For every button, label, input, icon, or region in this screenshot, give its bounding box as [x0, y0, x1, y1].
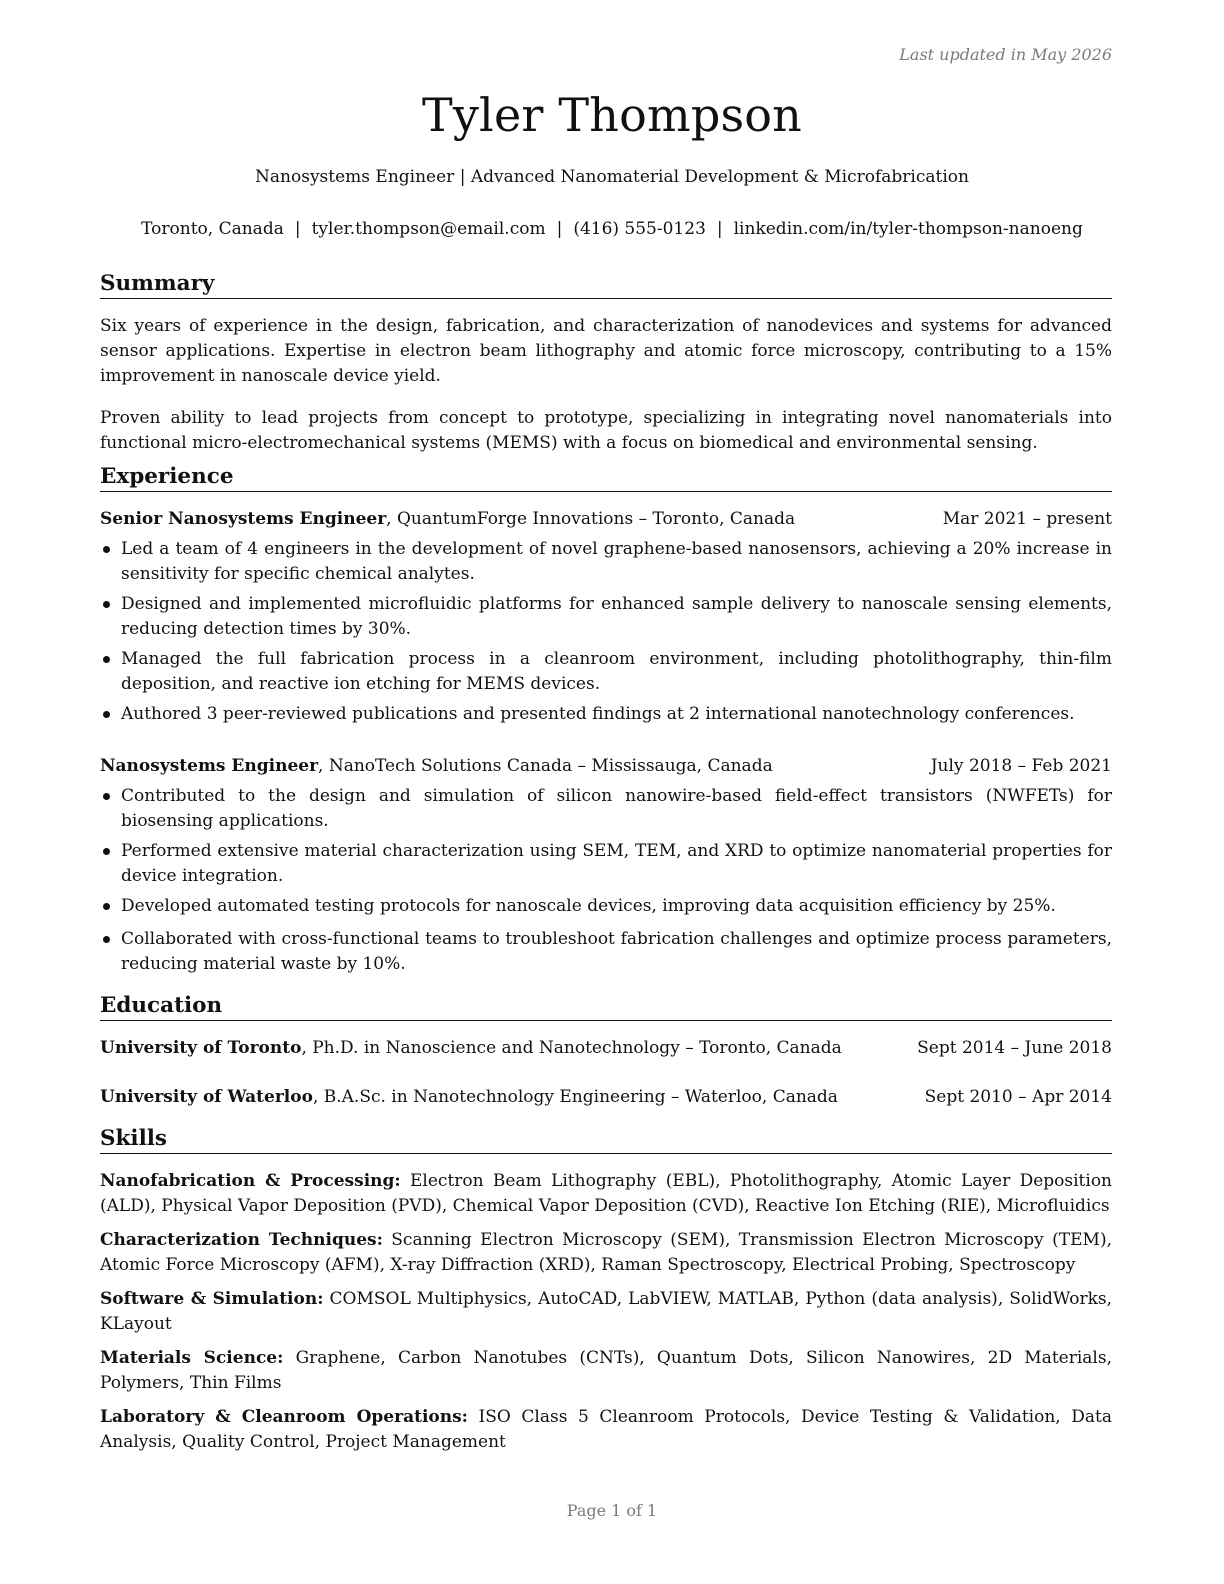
bullet-text: Contributed to the design and simulation of silicon nanowire-based field-effect transistors (NWFETs) for biosensing applications.: [121, 786, 1112, 831]
job-role: Nanosystems Engineer: [100, 756, 319, 776]
skill-list: ISO Class 5 Cleanroom Protocols, Device Testing & Validation, Data Analysis, Quality Control, Project Management: [100, 1407, 1112, 1452]
bullet-dot-icon: [103, 936, 110, 943]
section-heading-experience: Experience: [100, 463, 1112, 492]
contact-phone: (416) 555-0123: [573, 219, 706, 239]
section-heading-education: Education: [100, 992, 1112, 1021]
bullet-text: Authored 3 peer-reviewed publications and presented findings at 2 international nanotechnology conferences.: [121, 704, 1075, 724]
job-entry: [100, 507, 1112, 727]
job-organization: , QuantumForge Innovations – Toronto, Canada: [386, 509, 796, 529]
bullet-dot-icon: [103, 848, 110, 855]
skill-group: [100, 1228, 1112, 1278]
summary-paragraph: Proven ability to lead projects from concept to prototype, specializing in integrating novel nanomaterials into functional micro-electromechanical systems (MEMS) with a focus on biomedical and environmental sensing.: [100, 408, 1112, 453]
last-updated-note: Last updated in May 2026: [899, 45, 1112, 64]
contact-separator: |: [294, 219, 301, 239]
education-dates: Sept 2010 – Apr 2014: [924, 1087, 1112, 1107]
job-bullets: [100, 537, 1112, 727]
degree-text: , B.A.Sc. in Nanotechnology Engineering – Waterloo, Canada: [312, 1087, 838, 1107]
education-dates: Sept 2014 – June 2018: [917, 1038, 1112, 1058]
list-item: [100, 647, 1112, 697]
list-item: [100, 592, 1112, 642]
skill-group: [100, 1169, 1112, 1219]
skill-category: Characterization Techniques:: [100, 1230, 383, 1250]
job-dates: Mar 2021 – present: [942, 509, 1112, 529]
summary-paragraph: Six years of experience in the design, fabrication, and characterization of nanodevices and systems for advanced sensor applications. Expertise in electron beam lithography and atomic force microscopy, contributing to a 15% improvement in nanoscale device yield.: [100, 316, 1112, 386]
job-entry: [100, 754, 1112, 977]
bullet-text: Developed automated testing protocols for nanoscale devices, improving data acquisition efficiency by 25%.: [121, 896, 1056, 916]
skill-group: [100, 1287, 1112, 1337]
list-item: [100, 702, 1112, 727]
bullet-text: Collaborated with cross-functional teams to troubleshoot fabrication challenges and optimize process parameters, reducing material waste by 10%.: [121, 929, 1112, 974]
skill-list: Scanning Electron Microscopy (SEM), Transmission Electron Microscopy (TEM), Atomic Force Microscopy (AFM), X-ray Diffraction (XRD), Raman Spectroscopy, Electrical Probing, Spectroscopy: [100, 1230, 1112, 1275]
skill-category: Nanofabrication & Processing:: [100, 1171, 401, 1191]
bullet-dot-icon: [103, 601, 110, 608]
section-heading-summary: Summary: [100, 270, 1112, 299]
degree-text: , Ph.D. in Nanoscience and Nanotechnology – Toronto, Canada: [301, 1038, 842, 1058]
contact-location: Toronto, Canada: [141, 219, 284, 239]
list-item: [100, 927, 1112, 977]
job-title-line: [100, 507, 795, 532]
job-header: [100, 507, 1112, 532]
job-bullets: [100, 784, 1112, 977]
candidate-name: Tyler Thompson: [421, 88, 802, 142]
bullet-dot-icon: [103, 793, 110, 800]
skill-category: Laboratory & Cleanroom Operations:: [100, 1407, 468, 1427]
contact-linkedin[interactable]: linkedin.com/in/tyler-thompson-nanoeng: [733, 219, 1083, 239]
bullet-text: Managed the full fabrication process in a cleanroom environment, including photolithography, thin-film deposition, and reactive ion etching for MEMS devices.: [121, 649, 1112, 694]
school-name: University of Waterloo: [100, 1087, 313, 1107]
skill-category: Software & Simulation:: [100, 1289, 324, 1309]
education-line: [100, 1036, 842, 1061]
contact-email[interactable]: tyler.thompson@email.com: [311, 219, 546, 239]
page-number: Page 1 of 1: [566, 1501, 658, 1520]
experience-section: [100, 463, 1112, 977]
professional-tagline: Nanosystems Engineer | Advanced Nanomaterial Development & Microfabrication: [255, 167, 969, 187]
bullet-dot-icon: [103, 903, 110, 910]
contact-line: [0, 219, 1224, 239]
section-heading-skills: Skills: [100, 1125, 1112, 1154]
education-entry: [100, 1085, 1112, 1110]
job-title-line: [100, 754, 773, 779]
skill-group: [100, 1405, 1112, 1455]
school-name: University of Toronto: [100, 1038, 302, 1058]
bullet-text: Led a team of 4 engineers in the development of novel graphene-based nanosensors, achieving a 20% increase in sensitivity for specific chemical analytes.: [121, 539, 1112, 584]
list-item: [100, 784, 1112, 834]
skill-list: Graphene, Carbon Nanotubes (CNTs), Quantum Dots, Silicon Nanowires, 2D Materials, Polymers, Thin Films: [100, 1348, 1112, 1393]
education-line: [100, 1085, 838, 1110]
bullet-dot-icon: [103, 711, 110, 718]
job-dates: July 2018 – Feb 2021: [930, 756, 1112, 776]
bullet-text: Performed extensive material characterization using SEM, TEM, and XRD to optimize nanomaterial properties for device integration.: [121, 841, 1112, 886]
job-organization: , NanoTech Solutions Canada – Mississauga, Canada: [318, 756, 773, 776]
job-role: Senior Nanosystems Engineer: [100, 509, 387, 529]
bullet-dot-icon: [103, 656, 110, 663]
list-item: [100, 894, 1112, 919]
skill-list: Electron Beam Lithography (EBL), Photolithography, Atomic Layer Deposition (ALD), Physical Vapor Deposition (PVD), Chemical Vapor Deposition (CVD), Reactive Ion Etching (RIE), Microfluidics: [100, 1171, 1113, 1216]
list-item: [100, 839, 1112, 889]
skill-category: Materials Science:: [100, 1348, 284, 1368]
skills-section: [100, 1125, 1112, 1455]
education-section: [100, 992, 1112, 1110]
skill-list: COMSOL Multiphysics, AutoCAD, LabVIEW, MATLAB, Python (data analysis), SolidWorks, KLayout: [100, 1289, 1112, 1334]
contact-separator: |: [556, 219, 563, 239]
education-entry: [100, 1036, 1112, 1061]
job-header: [100, 754, 1112, 779]
bullet-dot-icon: [103, 546, 110, 553]
skill-group: [100, 1346, 1112, 1396]
bullet-text: Designed and implemented microfluidic platforms for enhanced sample delivery to nanoscale sensing elements, reducing detection times by 30%.: [121, 594, 1112, 639]
summary-section: [100, 270, 1112, 473]
list-item: [100, 537, 1112, 587]
contact-separator: |: [716, 219, 723, 239]
